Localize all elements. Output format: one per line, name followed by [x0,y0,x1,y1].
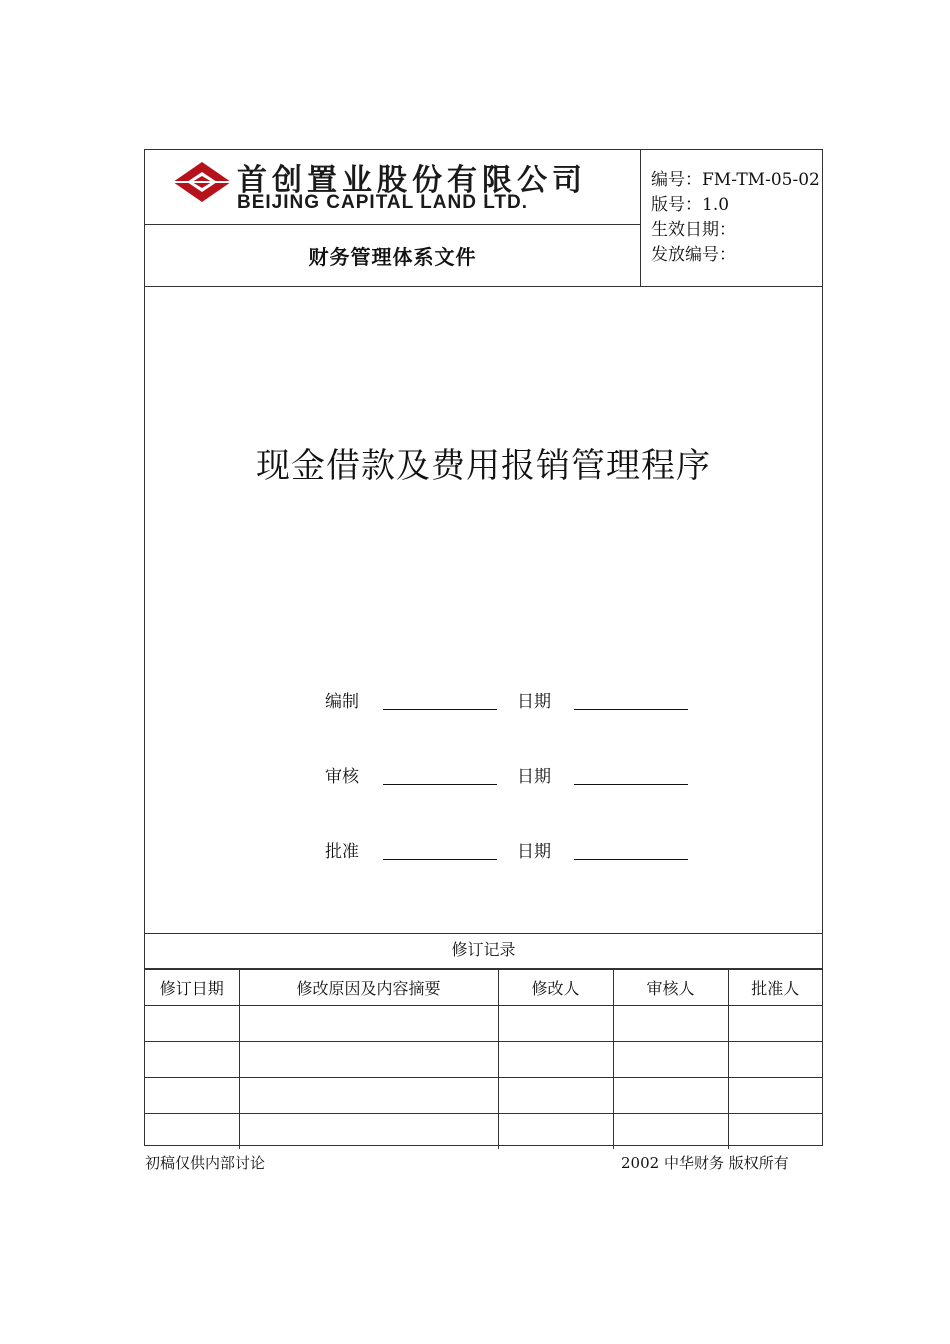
table-cell [145,1078,239,1114]
col-modifier: 修改人 [498,970,613,1006]
table-row [145,1006,822,1042]
table-cell [239,1114,498,1150]
doc-meta [641,150,823,286]
header-divider [145,286,822,287]
revision-table [145,969,822,1149]
company-logo-icon [171,160,233,206]
table-cell [145,1042,239,1078]
signature-row-prepared [325,687,705,711]
table-cell [728,1114,822,1150]
effective-date: 生效日期： [651,220,736,240]
doc-code: 编号：FM-TM-05-02 [651,170,820,190]
reviewed-date-label: 日期 [517,767,551,787]
footer-draft-note: 初稿仅供内部讨论 [145,1154,266,1172]
signature-row-reviewed [325,762,705,786]
table-cell [239,1006,498,1042]
table-cell [498,1114,613,1150]
table-cell [613,1042,728,1078]
col-reviewer: 审核人 [613,970,728,1006]
issue-number: 发放编号： [651,245,736,265]
document-title: 现金借款及费用报销管理程序 [256,446,711,486]
document-frame [144,149,823,1146]
approved-date-line [574,859,688,860]
doc-version: 版号：1.0 [651,195,730,215]
table-cell [498,1078,613,1114]
col-change-summary: 修改原因及内容摘要 [239,970,498,1006]
prepared-date-line [574,709,688,710]
revision-header-row [145,970,822,1006]
approved-signature-line [383,859,497,860]
approved-date-label: 日期 [517,842,551,862]
table-row [145,1114,822,1150]
table-cell [239,1078,498,1114]
table-row [145,1078,822,1114]
revision-record-heading: 修订记录 [145,933,822,969]
company-name-en: BEIJING CAPITAL LAND LTD. [237,192,528,213]
table-cell [613,1006,728,1042]
signature-row-approved [325,837,705,861]
table-cell [498,1042,613,1078]
doc-category: 财务管理体系文件 [145,225,641,286]
col-approver: 批准人 [728,970,822,1006]
table-cell [613,1114,728,1150]
reviewed-date-line [574,784,688,785]
prepared-signature-line [383,709,497,710]
table-cell [145,1006,239,1042]
company-name-cn: 首创置业股份有限公司 [237,163,587,198]
table-cell [239,1042,498,1078]
table-cell [145,1114,239,1150]
prepared-label: 编制 [325,692,359,712]
approved-label: 批准 [325,842,359,862]
table-cell [613,1078,728,1114]
table-row [145,1042,822,1078]
table-cell [728,1006,822,1042]
table-cell [728,1078,822,1114]
table-cell [728,1042,822,1078]
footer-copyright: 2002 中华财务 版权所有 [621,1154,789,1172]
reviewed-signature-line [383,784,497,785]
col-revision-date: 修订日期 [145,970,239,1006]
prepared-date-label: 日期 [517,692,551,712]
reviewed-label: 审核 [325,767,359,787]
table-cell [498,1006,613,1042]
company-logo-cell [145,150,641,225]
